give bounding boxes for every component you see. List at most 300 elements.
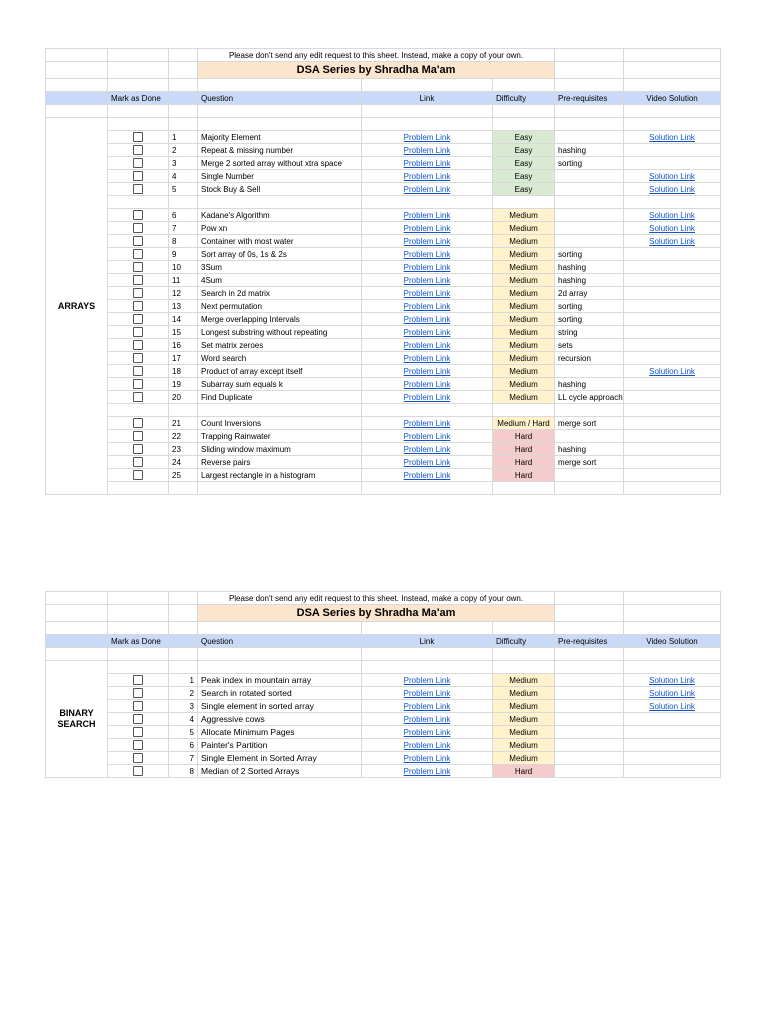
question-number: 5: [169, 183, 198, 196]
prerequisite-text: [555, 365, 624, 378]
empty-cell: [46, 648, 108, 661]
header-prerequisites: Pre-requisites: [555, 635, 624, 648]
prerequisite-text: merge sort: [555, 456, 624, 469]
empty-cell: [108, 592, 169, 605]
problem-link-cell: [362, 183, 493, 196]
video-solution-cell: [624, 352, 721, 365]
question-title: Subarray sum equals k: [198, 378, 362, 391]
empty-cell: [493, 79, 555, 92]
gap-row: [46, 196, 721, 209]
question-title: Merge overlapping Intervals: [198, 313, 362, 326]
video-solution-cell: [624, 313, 721, 326]
question-title: Repeat & missing number: [198, 144, 362, 157]
mark-as-done-checkbox[interactable]: [133, 431, 143, 441]
solution-link[interactable]: Solution Link: [649, 366, 695, 376]
empty-cell: [624, 62, 721, 79]
empty-cell: [198, 648, 362, 661]
notice-row: [46, 592, 721, 605]
mark-as-done-checkbox[interactable]: [133, 184, 143, 194]
difficulty-badge: Medium: [493, 339, 555, 352]
problem-link[interactable]: Problem Link: [403, 379, 451, 389]
question-title: Trapping Rainwater: [198, 430, 362, 443]
empty-cell: [555, 196, 624, 209]
problem-link[interactable]: Problem Link: [403, 418, 451, 428]
question-row: [46, 326, 721, 339]
question-row: [46, 430, 721, 443]
prerequisite-text: string: [555, 326, 624, 339]
mark-as-done-cell: [108, 222, 169, 235]
mark-as-done-cell: [108, 700, 169, 713]
difficulty-badge: Easy: [493, 157, 555, 170]
mark-as-done-cell: [108, 144, 169, 157]
mark-as-done-cell: [108, 417, 169, 430]
mark-as-done-cell: [108, 765, 169, 778]
empty-cell: [108, 648, 169, 661]
empty-cell: [169, 196, 198, 209]
difficulty-badge: Hard: [493, 469, 555, 482]
problem-link[interactable]: Problem Link: [403, 392, 451, 402]
notice-row: [46, 49, 721, 62]
empty-cell: [362, 196, 493, 209]
mark-as-done-checkbox[interactable]: [133, 418, 143, 428]
problem-link[interactable]: Problem Link: [403, 688, 451, 698]
problem-link-cell: [362, 261, 493, 274]
empty-cell: [493, 648, 555, 661]
empty-cell: [493, 105, 555, 118]
question-row: [46, 339, 721, 352]
mark-as-done-checkbox[interactable]: [133, 714, 143, 724]
problem-link-cell: [362, 248, 493, 261]
empty-cell: [362, 105, 493, 118]
prerequisite-text: sorting: [555, 157, 624, 170]
problem-link[interactable]: Problem Link: [403, 444, 451, 454]
problem-link[interactable]: Problem Link: [403, 727, 451, 737]
question-row: [46, 261, 721, 274]
question-number: 5: [169, 726, 198, 739]
difficulty-badge: Medium: [493, 300, 555, 313]
problem-link[interactable]: Problem Link: [403, 457, 451, 467]
empty-cell: [624, 482, 721, 495]
mark-as-done-cell: [108, 261, 169, 274]
problem-link[interactable]: Problem Link: [403, 431, 451, 441]
problem-link[interactable]: Problem Link: [403, 740, 451, 750]
empty-cell: [108, 605, 169, 622]
gap-row: [46, 661, 721, 674]
video-solution-cell: [624, 456, 721, 469]
difficulty-badge: Medium: [493, 713, 555, 726]
empty-cell: [198, 196, 362, 209]
mark-as-done-checkbox[interactable]: [133, 327, 143, 337]
solution-link[interactable]: Solution Link: [649, 701, 695, 711]
video-solution-cell: [624, 248, 721, 261]
video-solution-cell: [624, 365, 721, 378]
problem-link[interactable]: Problem Link: [403, 210, 451, 220]
title-row: [46, 605, 721, 622]
video-solution-cell: [624, 157, 721, 170]
mark-as-done-cell: [108, 352, 169, 365]
solution-link[interactable]: Solution Link: [649, 688, 695, 698]
mark-as-done-checkbox[interactable]: [133, 675, 143, 685]
video-solution-cell: [624, 739, 721, 752]
video-solution-cell: [624, 687, 721, 700]
empty-cell: [108, 118, 169, 131]
question-title: Single Number: [198, 170, 362, 183]
mark-as-done-cell: [108, 183, 169, 196]
problem-link[interactable]: Problem Link: [403, 223, 451, 233]
problem-link-cell: [362, 469, 493, 482]
mark-as-done-cell: [108, 430, 169, 443]
empty-cell: [108, 49, 169, 62]
problem-link-cell: [362, 352, 493, 365]
video-solution-cell: [624, 300, 721, 313]
gap-row: [46, 404, 721, 417]
mark-as-done-cell: [108, 248, 169, 261]
empty-cell: [624, 648, 721, 661]
solution-link[interactable]: Solution Link: [649, 675, 695, 685]
empty-cell: [555, 62, 624, 79]
prerequisite-text: hashing: [555, 261, 624, 274]
empty-cell: [108, 622, 169, 635]
prerequisite-text: [555, 209, 624, 222]
empty-cell: [169, 404, 198, 417]
question-number: 14: [169, 313, 198, 326]
question-row: [46, 248, 721, 261]
empty-cell: [362, 404, 493, 417]
question-number: 19: [169, 378, 198, 391]
problem-link[interactable]: Problem Link: [403, 327, 451, 337]
mark-as-done-cell: [108, 726, 169, 739]
empty-cell: [555, 605, 624, 622]
empty-cell: [108, 105, 169, 118]
problem-link-cell: [362, 339, 493, 352]
mark-as-done-checkbox[interactable]: [133, 223, 143, 233]
header-video-solution: Video Solution: [624, 92, 721, 105]
question-title: Kadane's Algorithm: [198, 209, 362, 222]
video-solution-cell: [624, 287, 721, 300]
mark-as-done-cell: [108, 378, 169, 391]
empty-cell: [169, 605, 198, 622]
notice-text: Please don't send any edit request to this sheet. Instead, make a copy of your own.: [198, 592, 555, 605]
mark-as-done-checkbox[interactable]: [133, 158, 143, 168]
question-number: 1: [169, 131, 198, 144]
video-solution-cell: [624, 378, 721, 391]
problem-link[interactable]: Problem Link: [403, 366, 451, 376]
mark-as-done-checkbox[interactable]: [133, 379, 143, 389]
question-row: [46, 222, 721, 235]
problem-link-cell: [362, 326, 493, 339]
header-question: Question: [198, 635, 362, 648]
question-title: 4Sum: [198, 274, 362, 287]
mark-as-done-checkbox[interactable]: [133, 392, 143, 402]
mark-as-done-checkbox[interactable]: [133, 249, 143, 259]
sheet-title: DSA Series by Shradha Ma'am: [198, 605, 555, 622]
video-solution-cell: [624, 417, 721, 430]
empty-cell: [46, 592, 108, 605]
problem-link[interactable]: Problem Link: [403, 132, 451, 142]
empty-cell: [198, 404, 362, 417]
problem-link-cell: [362, 687, 493, 700]
problem-link[interactable]: Problem Link: [403, 262, 451, 272]
empty-cell: [198, 622, 362, 635]
question-row: [46, 183, 721, 196]
question-number: 1: [169, 674, 198, 687]
empty-cell: [555, 592, 624, 605]
empty-cell: [169, 62, 198, 79]
question-number: 7: [169, 752, 198, 765]
spacer-row: [46, 622, 721, 635]
mark-as-done-cell: [108, 456, 169, 469]
problem-link[interactable]: Problem Link: [403, 249, 451, 259]
prerequisite-text: hashing: [555, 274, 624, 287]
empty-cell: [493, 196, 555, 209]
header-topic: [46, 92, 108, 105]
mark-as-done-checkbox[interactable]: [133, 275, 143, 285]
question-row: [46, 687, 721, 700]
question-number: 12: [169, 287, 198, 300]
problem-link[interactable]: Problem Link: [403, 766, 451, 776]
prerequisite-text: [555, 765, 624, 778]
mark-as-done-checkbox[interactable]: [133, 314, 143, 324]
mark-as-done-checkbox[interactable]: [133, 740, 143, 750]
question-row: [46, 300, 721, 313]
difficulty-badge: Medium: [493, 365, 555, 378]
empty-cell: [108, 79, 169, 92]
topic-label: ARRAYS: [46, 118, 108, 495]
mark-as-done-checkbox[interactable]: [133, 753, 143, 763]
problem-link[interactable]: Problem Link: [403, 275, 451, 285]
header-mark-as-done: Mark as Done: [108, 92, 169, 105]
question-number: 22: [169, 430, 198, 443]
mark-as-done-checkbox[interactable]: [133, 210, 143, 220]
empty-cell: [493, 404, 555, 417]
prerequisite-text: [555, 235, 624, 248]
problem-link-cell: [362, 222, 493, 235]
empty-cell: [198, 79, 362, 92]
prerequisite-text: [555, 739, 624, 752]
question-number: 2: [169, 687, 198, 700]
question-row: [46, 378, 721, 391]
problem-link[interactable]: Problem Link: [403, 184, 451, 194]
header-difficulty: Difficulty: [493, 635, 555, 648]
question-row: [46, 739, 721, 752]
difficulty-badge: Medium: [493, 391, 555, 404]
video-solution-cell: [624, 469, 721, 482]
problem-link[interactable]: Problem Link: [403, 288, 451, 298]
empty-cell: [493, 622, 555, 635]
sheet-title: DSA Series by Shradha Ma'am: [198, 62, 555, 79]
mark-as-done-checkbox[interactable]: [133, 145, 143, 155]
problem-link[interactable]: Problem Link: [403, 701, 451, 711]
video-solution-cell: [624, 430, 721, 443]
solution-link[interactable]: Solution Link: [649, 132, 695, 142]
mark-as-done-checkbox[interactable]: [133, 457, 143, 467]
problem-link-cell: [362, 700, 493, 713]
question-row: [46, 352, 721, 365]
video-solution-cell: [624, 274, 721, 287]
empty-cell: [46, 79, 108, 92]
prerequisite-text: [555, 700, 624, 713]
mark-as-done-checkbox[interactable]: [133, 701, 143, 711]
question-row: [46, 674, 721, 687]
solution-link[interactable]: Solution Link: [649, 171, 695, 181]
empty-cell: [169, 592, 198, 605]
empty-cell: [624, 105, 721, 118]
solution-link[interactable]: Solution Link: [649, 236, 695, 246]
empty-cell: [555, 482, 624, 495]
question-number: 21: [169, 417, 198, 430]
empty-cell: [555, 661, 624, 674]
problem-link[interactable]: Problem Link: [403, 314, 451, 324]
mark-as-done-checkbox[interactable]: [133, 470, 143, 480]
problem-link[interactable]: Problem Link: [403, 301, 451, 311]
problem-link-cell: [362, 417, 493, 430]
empty-cell: [624, 196, 721, 209]
question-title: Sliding window maximum: [198, 443, 362, 456]
question-title: Single element in sorted array: [198, 700, 362, 713]
difficulty-badge: Medium: [493, 378, 555, 391]
question-number: 11: [169, 274, 198, 287]
mark-as-done-checkbox[interactable]: [133, 262, 143, 272]
problem-link[interactable]: Problem Link: [403, 470, 451, 480]
gap-row: [46, 482, 721, 495]
video-solution-cell: [624, 326, 721, 339]
empty-cell: [198, 482, 362, 495]
question-row: [46, 287, 721, 300]
mark-as-done-checkbox[interactable]: [133, 236, 143, 246]
empty-cell: [169, 648, 198, 661]
difficulty-badge: Medium: [493, 313, 555, 326]
mark-as-done-checkbox[interactable]: [133, 171, 143, 181]
mark-as-done-cell: [108, 752, 169, 765]
empty-cell: [624, 622, 721, 635]
mark-as-done-checkbox[interactable]: [133, 444, 143, 454]
video-solution-cell: [624, 339, 721, 352]
problem-link[interactable]: Problem Link: [403, 753, 451, 763]
question-title: Painter's Partition: [198, 739, 362, 752]
mark-as-done-cell: [108, 300, 169, 313]
difficulty-badge: Hard: [493, 430, 555, 443]
problem-link[interactable]: Problem Link: [403, 171, 451, 181]
empty-cell: [198, 661, 362, 674]
difficulty-badge: Medium: [493, 674, 555, 687]
mark-as-done-checkbox[interactable]: [133, 301, 143, 311]
problem-link[interactable]: Problem Link: [403, 236, 451, 246]
problem-link[interactable]: Problem Link: [403, 340, 451, 350]
empty-cell: [624, 605, 721, 622]
question-title: Reverse pairs: [198, 456, 362, 469]
prerequisite-text: [555, 183, 624, 196]
question-number: 4: [169, 713, 198, 726]
empty-cell: [555, 404, 624, 417]
mark-as-done-checkbox[interactable]: [133, 688, 143, 698]
prerequisite-text: [555, 674, 624, 687]
problem-link[interactable]: Problem Link: [403, 145, 451, 155]
video-solution-cell: [624, 752, 721, 765]
empty-cell: [169, 661, 198, 674]
solution-link[interactable]: Solution Link: [649, 223, 695, 233]
mark-as-done-checkbox[interactable]: [133, 288, 143, 298]
mark-as-done-checkbox[interactable]: [133, 727, 143, 737]
question-title: Next permutation: [198, 300, 362, 313]
question-number: 6: [169, 739, 198, 752]
difficulty-badge: Medium / Hard: [493, 417, 555, 430]
empty-cell: [108, 62, 169, 79]
problem-link[interactable]: Problem Link: [403, 675, 451, 685]
header-link: Link: [362, 635, 493, 648]
empty-cell: [493, 482, 555, 495]
problem-link[interactable]: Problem Link: [403, 353, 451, 363]
prerequisite-text: LL cycle approach: [555, 391, 624, 404]
mark-as-done-checkbox[interactable]: [133, 353, 143, 363]
mark-as-done-checkbox[interactable]: [133, 766, 143, 776]
empty-cell: [198, 118, 362, 131]
problem-link-cell: [362, 365, 493, 378]
spacer-row: [46, 648, 721, 661]
prerequisite-text: [555, 131, 624, 144]
difficulty-badge: Medium: [493, 726, 555, 739]
difficulty-badge: Medium: [493, 235, 555, 248]
question-title: Count Inversions: [198, 417, 362, 430]
solution-link[interactable]: Solution Link: [649, 184, 695, 194]
problem-link-cell: [362, 378, 493, 391]
mark-as-done-checkbox[interactable]: [133, 132, 143, 142]
empty-cell: [108, 196, 169, 209]
video-solution-cell: [624, 726, 721, 739]
question-title: Longest substring without repeating: [198, 326, 362, 339]
mark-as-done-cell: [108, 313, 169, 326]
header-row: [46, 635, 721, 648]
video-solution-cell: [624, 170, 721, 183]
prerequisite-text: sorting: [555, 300, 624, 313]
question-number: 3: [169, 700, 198, 713]
mark-as-done-cell: [108, 274, 169, 287]
question-title: 3Sum: [198, 261, 362, 274]
question-title: Aggressive cows: [198, 713, 362, 726]
question-row: [46, 726, 721, 739]
prerequisite-text: hashing: [555, 443, 624, 456]
question-row: [46, 417, 721, 430]
mark-as-done-cell: [108, 235, 169, 248]
video-solution-cell: [624, 222, 721, 235]
prerequisite-text: merge sort: [555, 417, 624, 430]
problem-link-cell: [362, 456, 493, 469]
mark-as-done-checkbox[interactable]: [133, 340, 143, 350]
empty-cell: [169, 622, 198, 635]
problem-link-cell: [362, 170, 493, 183]
prerequisite-text: [555, 687, 624, 700]
solution-link[interactable]: Solution Link: [649, 210, 695, 220]
mark-as-done-checkbox[interactable]: [133, 366, 143, 376]
empty-cell: [198, 105, 362, 118]
problem-link[interactable]: Problem Link: [403, 714, 451, 724]
question-title: Search in rotated sorted: [198, 687, 362, 700]
question-number: 6: [169, 209, 198, 222]
problem-link-cell: [362, 726, 493, 739]
problem-link[interactable]: Problem Link: [403, 158, 451, 168]
prerequisite-text: [555, 752, 624, 765]
video-solution-cell: [624, 261, 721, 274]
video-solution-cell: [624, 700, 721, 713]
question-number: 7: [169, 222, 198, 235]
difficulty-badge: Medium: [493, 687, 555, 700]
video-solution-cell: [624, 209, 721, 222]
question-number: 25: [169, 469, 198, 482]
difficulty-badge: Medium: [493, 222, 555, 235]
difficulty-badge: Medium: [493, 752, 555, 765]
question-row: [46, 443, 721, 456]
question-number: 20: [169, 391, 198, 404]
question-title: Largest rectangle in a histogram: [198, 469, 362, 482]
